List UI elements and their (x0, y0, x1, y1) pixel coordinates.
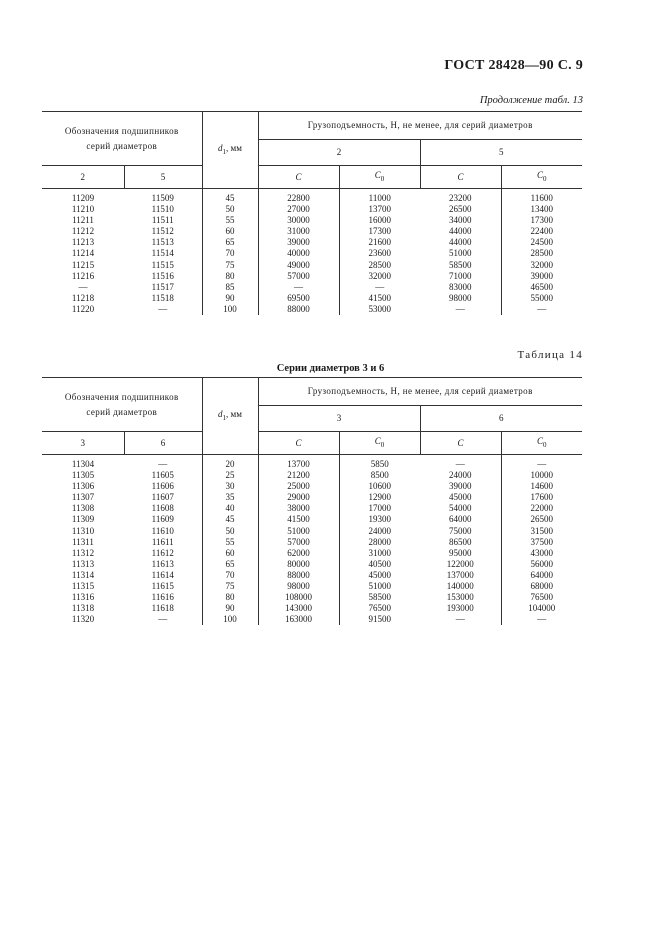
table-cell: 11512 (124, 226, 202, 237)
table-cell: 95000 (420, 548, 501, 559)
table-cell: 24500 (530, 237, 553, 248)
table-cell: 39000 (258, 237, 339, 248)
table-cell: 31000 (258, 226, 339, 237)
c-header: C (258, 432, 339, 455)
table-cell: 13700 (258, 455, 339, 471)
table-cell: 137000 (420, 570, 501, 581)
table-cell: 21600 (368, 237, 391, 248)
table-cell: 16000 (368, 215, 391, 226)
table-cell: 11000 (368, 193, 391, 203)
table-cell: 20 (202, 455, 258, 471)
table-cell: 31000 (368, 547, 391, 558)
table-cell: 45000 (420, 492, 501, 503)
table-cell: 11320 (71, 614, 95, 625)
table-cell: 29000 (258, 492, 339, 503)
table-row (42, 592, 582, 603)
table-cell: 11515 (124, 260, 202, 271)
load-capacity-header: Грузоподъемность, Н, не менее, для серий диаметров (258, 378, 582, 406)
table-cell: 30 (202, 481, 258, 492)
c-header: C (258, 166, 339, 189)
table-cell: 58500 (420, 260, 501, 271)
table-cell: 75 (202, 581, 258, 592)
table-cell: 11611 (124, 537, 202, 548)
table-cell: 43000 (530, 547, 553, 558)
d1-unit: , мм (226, 142, 242, 153)
table-cell: 80000 (258, 559, 339, 570)
table-cell: 11615 (124, 581, 202, 592)
col-b-header: 6 (124, 432, 202, 455)
table-cell: 17300 (368, 226, 391, 237)
table-cell: 68000 (530, 581, 553, 592)
table-cell: — (78, 281, 88, 292)
table-cell: 55000 (530, 292, 553, 303)
table-cell: 51000 (368, 581, 391, 592)
table-cell: 11304 (71, 459, 95, 469)
table-cell: 24000 (420, 470, 501, 481)
table-cell: 25 (202, 470, 258, 481)
table-row (42, 282, 582, 293)
table-cell: 85 (202, 282, 258, 293)
d1-subscript: 1 (222, 413, 227, 422)
table-row (42, 271, 582, 282)
table-cell: 39000 (530, 270, 553, 281)
table-row (42, 215, 582, 226)
series-a-header: 3 (258, 406, 420, 432)
table-cell: — (258, 282, 339, 293)
table-cell: — (420, 614, 501, 625)
table-cell: 19300 (368, 514, 391, 525)
col-a-header: 3 (42, 432, 124, 455)
table-cell: 11616 (124, 592, 202, 603)
table-cell: 98000 (420, 293, 501, 304)
table14-body (42, 455, 582, 626)
table-cell: 39000 (420, 481, 501, 492)
table-cell: 100 (202, 304, 258, 315)
table-cell: 153000 (420, 592, 501, 603)
table-cell: 10600 (368, 481, 391, 492)
table-cell: 50 (202, 204, 258, 215)
table-row (42, 503, 582, 514)
table-cell: 32000 (368, 270, 391, 281)
table-cell: 11516 (124, 271, 202, 282)
table-cell: 41500 (258, 514, 339, 525)
table-cell: 11220 (71, 303, 95, 314)
table-cell: 11308 (71, 503, 95, 514)
table-cell: 11600 (530, 193, 553, 203)
table-cell: 57000 (258, 537, 339, 548)
table-cell: 11608 (124, 503, 202, 514)
table-cell: 60 (202, 226, 258, 237)
table-cell: 11514 (124, 248, 202, 259)
table-cell: 40500 (368, 558, 391, 569)
table-cell: 40 (202, 503, 258, 514)
table-cell: 76500 (530, 592, 553, 603)
series-a-header: 2 (258, 140, 420, 166)
table-cell: — (420, 304, 501, 315)
table-cell: 11216 (71, 270, 95, 281)
table-cell: 17600 (530, 492, 553, 503)
table-cell: 11618 (124, 603, 202, 614)
table-cell: 5850 (370, 459, 389, 469)
table-cell: 11305 (71, 470, 95, 481)
table-cell: 13700 (368, 204, 391, 215)
table-cell: 122000 (420, 559, 501, 570)
table-cell: 64000 (530, 569, 553, 580)
table-cell: 11509 (124, 189, 202, 205)
table-cell: 11614 (124, 570, 202, 581)
c0-header: $C_0$ (501, 166, 582, 189)
c-header: C (420, 166, 501, 189)
d1-unit: , мм (226, 408, 242, 419)
table-cell: 21200 (258, 470, 339, 481)
table-cell: 11209 (71, 193, 95, 203)
table-cell: 40000 (258, 248, 339, 259)
table-cell: 11307 (71, 492, 95, 503)
table-cell: 22000 (530, 503, 553, 514)
table-cell: 49000 (258, 260, 339, 271)
table-cell: 69500 (258, 293, 339, 304)
table-cell: 90 (202, 603, 258, 614)
table-cell: 11313 (71, 558, 95, 569)
table-cell: 11316 (71, 592, 95, 603)
table-cell: 65 (202, 237, 258, 248)
table-cell: 34000 (420, 215, 501, 226)
table-cell: 11613 (124, 559, 202, 570)
table-cell: 55 (202, 537, 258, 548)
table-cell: 11213 (71, 237, 95, 248)
table-cell: 58500 (368, 592, 391, 603)
table-cell: 75 (202, 260, 258, 271)
table-cell: 53000 (368, 303, 391, 314)
table-cell: — (124, 455, 202, 471)
table14-subtitle: Серии диаметров 3 и 6 (276, 363, 385, 374)
table-cell: 27000 (258, 204, 339, 215)
table-cell: 11513 (124, 237, 202, 248)
table-cell: 163000 (258, 614, 339, 625)
table-cell: 11517 (124, 282, 202, 293)
table-cell: 11518 (124, 293, 202, 304)
series-b-header: 6 (420, 406, 582, 432)
table-cell: 23200 (420, 189, 501, 205)
table-cell: 11606 (124, 481, 202, 492)
col-b-header: 5 (124, 166, 202, 189)
table-cell: 10000 (530, 470, 553, 481)
table-cell: 86500 (420, 537, 501, 548)
table-cell: 41500 (368, 292, 391, 303)
table-cell: 65 (202, 559, 258, 570)
table-row (42, 204, 582, 215)
table-cell: 62000 (258, 548, 339, 559)
table-cell: 11310 (71, 525, 95, 536)
table-cell: 31500 (530, 525, 553, 536)
table-cell: 143000 (258, 603, 339, 614)
table-row (42, 492, 582, 503)
table-cell: 32000 (530, 259, 553, 270)
load-capacity-header: Грузоподъемность, Н, не менее, для серий диаметров (258, 112, 582, 140)
table-cell: 56000 (530, 558, 553, 569)
table-row (42, 603, 582, 614)
table-cell: — (124, 304, 202, 315)
table-cell: 11318 (71, 603, 95, 614)
table-cell: 64000 (420, 514, 501, 525)
table-cell: 11215 (71, 259, 95, 270)
table-cell: 76500 (368, 603, 391, 614)
table-cell: 45 (202, 189, 258, 205)
table-cell: 88000 (258, 304, 339, 315)
table-cell: 140000 (420, 581, 501, 592)
table-cell: 45 (202, 514, 258, 525)
table-cell: 35 (202, 492, 258, 503)
page-header: ГОСТ 28428—90 С. 9 (444, 58, 583, 73)
table-row (42, 548, 582, 559)
table-cell: 11218 (71, 292, 95, 303)
table-cell: 30000 (258, 215, 339, 226)
table-row (42, 304, 582, 315)
table-row (42, 293, 582, 304)
d1-symbol: d (218, 408, 223, 419)
table-cell: 22800 (258, 189, 339, 205)
table-cell: 104000 (528, 603, 556, 614)
series-b-header: 5 (420, 140, 582, 166)
c0-header: $C_0$ (339, 432, 420, 455)
table-row (42, 526, 582, 537)
table-cell: 38000 (258, 503, 339, 514)
table-row (42, 537, 582, 548)
table-cell: 25000 (258, 481, 339, 492)
table-cell: 28500 (368, 259, 391, 270)
table-row (42, 260, 582, 271)
table-cell: 11306 (71, 481, 95, 492)
table-cell: 75000 (420, 526, 501, 537)
table-cell: 11610 (124, 526, 202, 537)
table-row (42, 455, 582, 471)
table-cell: 17000 (368, 503, 391, 514)
table-cell: 80 (202, 592, 258, 603)
table-cell: 26500 (420, 204, 501, 215)
table-cell: 44000 (420, 226, 501, 237)
table-cell: 70 (202, 570, 258, 581)
table-row (42, 514, 582, 525)
table-row (42, 614, 582, 625)
table-row (42, 470, 582, 481)
table-cell: 51000 (258, 526, 339, 537)
table-cell: 90 (202, 293, 258, 304)
table-cell: 28500 (530, 248, 553, 259)
table-row (42, 248, 582, 259)
table-row (42, 559, 582, 570)
table-cell: 8500 (370, 470, 389, 481)
table-cell: 70 (202, 248, 258, 259)
table-cell: 54000 (420, 503, 501, 514)
table-cell: 46500 (530, 281, 553, 292)
table-cell: 100 (202, 614, 258, 625)
table-cell: 11311 (72, 536, 94, 547)
table-cell: — (537, 614, 547, 625)
table-cell: 17300 (530, 215, 553, 226)
table-13 (42, 111, 582, 315)
d1-header (202, 112, 258, 189)
table-row (42, 570, 582, 581)
designation-header: Обозначения подшипников серий диаметров (42, 378, 202, 432)
table-cell: 11210 (71, 204, 95, 215)
table-cell: — (537, 303, 547, 314)
table13-continuation-caption: Продолжение табл. 13 (479, 95, 583, 106)
col-a-header: 2 (42, 166, 124, 189)
table-cell: 11612 (124, 548, 202, 559)
d1-symbol: d (218, 142, 223, 153)
table-cell: 80 (202, 271, 258, 282)
table-cell: — (420, 455, 501, 471)
table-cell: — (124, 614, 202, 625)
table-cell: 55 (202, 215, 258, 226)
table-cell: 91500 (368, 614, 391, 625)
table-cell: 193000 (420, 603, 501, 614)
table-cell: 28000 (368, 536, 391, 547)
table-row (42, 581, 582, 592)
table-cell: 60 (202, 548, 258, 559)
table-cell: — (375, 281, 385, 292)
table-cell: 108000 (258, 592, 339, 603)
table-cell: 50 (202, 526, 258, 537)
table-cell: 44000 (420, 237, 501, 248)
d1-subscript: 1 (222, 147, 227, 156)
table-cell: 11214 (71, 248, 95, 259)
table-cell: 45000 (368, 569, 391, 580)
table-cell: 11212 (71, 226, 95, 237)
table-cell: 13400 (530, 204, 553, 215)
table-cell: 12900 (368, 492, 391, 503)
c0-header: $C_0$ (501, 432, 582, 455)
table-cell: 24000 (368, 525, 391, 536)
table-cell: 11315 (71, 581, 95, 592)
table-cell: 71000 (420, 271, 501, 282)
table-cell: 14600 (530, 481, 553, 492)
table-cell: 11607 (124, 492, 202, 503)
table-cell: 83000 (420, 282, 501, 293)
table-cell: 57000 (258, 271, 339, 282)
table14-caption: Таблица 14 (517, 349, 583, 361)
table-row (42, 237, 582, 248)
table-14 (42, 377, 582, 625)
table-cell: 22400 (530, 226, 553, 237)
table-cell: 23600 (368, 248, 391, 259)
table-row (42, 226, 582, 237)
d1-header (202, 378, 258, 455)
c-header: C (420, 432, 501, 455)
table-cell: 88000 (258, 570, 339, 581)
table-cell: 26500 (530, 514, 553, 525)
table-cell: 11314 (71, 569, 95, 580)
table-row (42, 189, 582, 205)
table-cell: 11510 (124, 204, 202, 215)
table-cell: 11312 (71, 547, 95, 558)
table-cell: — (537, 459, 547, 469)
table-cell: 11609 (124, 514, 202, 525)
table-cell: 51000 (420, 248, 501, 259)
table-cell: 37500 (530, 536, 553, 547)
c0-header: $C_0$ (339, 166, 420, 189)
designation-header: Обозначения подшипников серий диаметров (42, 112, 202, 166)
table13-body (42, 189, 582, 316)
table-cell: 11211 (72, 215, 94, 226)
table-cell: 11309 (71, 514, 95, 525)
table-cell: 11511 (124, 215, 202, 226)
table-cell: 11605 (124, 470, 202, 481)
table-row (42, 481, 582, 492)
table-cell: 98000 (258, 581, 339, 592)
